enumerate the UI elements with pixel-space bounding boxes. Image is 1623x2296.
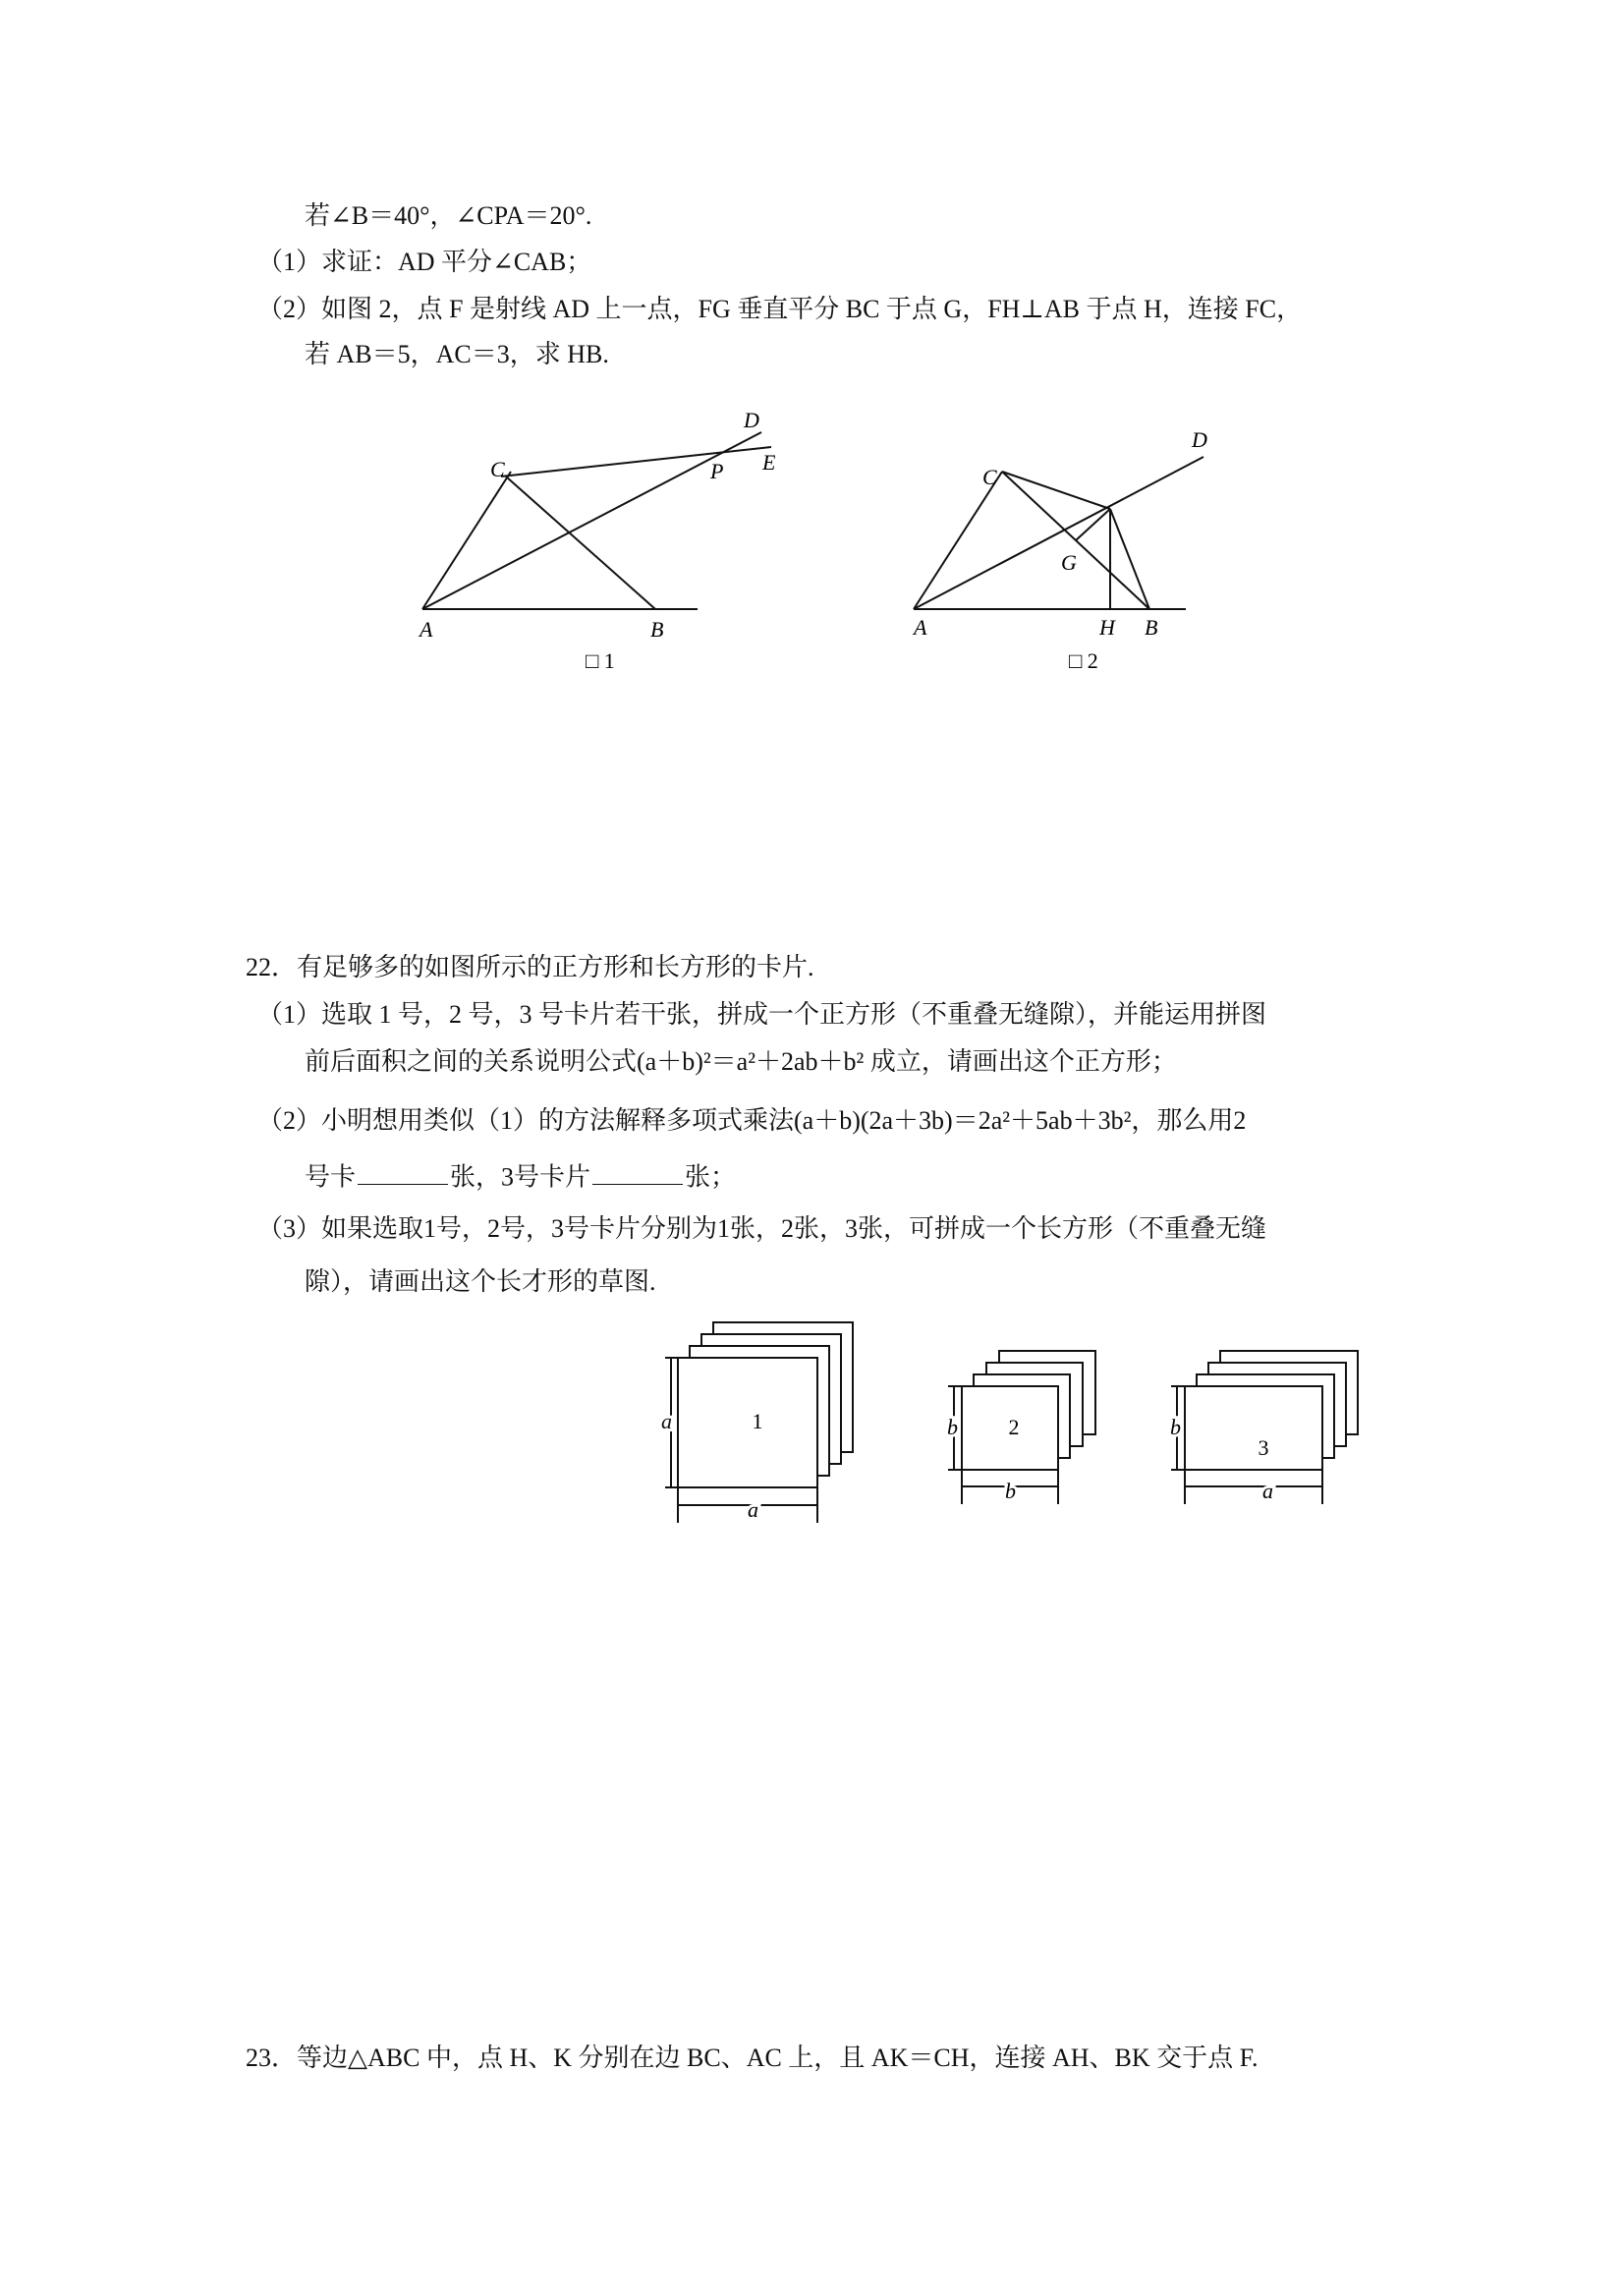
label-a: A xyxy=(914,615,927,640)
card-1-side-label: a xyxy=(661,1409,672,1433)
ray-ad xyxy=(914,457,1203,609)
card-3-bottom-label: a xyxy=(1262,1479,1273,1503)
label-a: A xyxy=(420,617,433,642)
answer-blank-card-2[interactable] xyxy=(358,1161,448,1185)
ray-ce xyxy=(501,447,771,476)
label-p: P xyxy=(710,459,724,483)
q21-part1: （1）求证：AD 平分∠CAB； xyxy=(257,248,592,276)
card-2-figure xyxy=(935,1341,1112,1528)
card-front xyxy=(678,1358,817,1487)
q22-title: 22．有足够多的如图所示的正方形和长方形的卡片. xyxy=(246,953,814,981)
answer-blank-card-3[interactable] xyxy=(592,1161,683,1185)
segment-fb xyxy=(1110,509,1149,609)
segment-ac xyxy=(422,472,511,609)
figure-1 xyxy=(403,398,796,683)
card-front xyxy=(1185,1386,1322,1470)
card-3-figure xyxy=(1164,1341,1361,1528)
q22-part1-line1: （1）选取 1 号，2 号，3 号卡片若干张，拼成一个正方形（不重叠无缝隙），并能运用拼图 xyxy=(257,1000,1267,1029)
q22-part2-line1: （2）小明想用类似（1）的方法解释多项式乘法(a＋b)(2a＋3b)＝2a²＋5ab＋3b²，那么用2 xyxy=(257,1106,1247,1135)
card-1-bottom-label: a xyxy=(748,1497,758,1522)
card-3-side-label: b xyxy=(1170,1415,1181,1439)
card-1-figure xyxy=(663,1316,879,1533)
q22-part3-line2: 隙），请画出这个长才形的草图. xyxy=(305,1267,656,1296)
q22-part2-text-a: 号卡 xyxy=(305,1162,357,1192)
figure-1-caption: □ 1 xyxy=(586,648,615,673)
q22-part2-line2 xyxy=(305,1161,736,1190)
label-b: B xyxy=(650,617,664,642)
figure-2 xyxy=(889,418,1243,683)
figure-2-caption: □ 2 xyxy=(1069,648,1098,673)
label-d: D xyxy=(744,408,759,432)
card-2-number: 2 xyxy=(1008,1415,1020,1439)
segment-ac xyxy=(914,472,1002,609)
q22-part2-text-c: 张； xyxy=(685,1162,737,1192)
q21-part2-line2: 若 AB＝5，AC＝3，求 HB. xyxy=(305,340,609,368)
q22-part3-line1: （3）如果选取1号，2号，3号卡片分别为1张，2张，3张，可拼成一个长方形（不重叠无缝 xyxy=(257,1214,1267,1243)
label-g: G xyxy=(1061,550,1077,575)
card-1-number: 1 xyxy=(752,1409,763,1433)
q22-part2-text-b: 张，3号卡片 xyxy=(450,1162,591,1192)
q21-condition: 若∠B＝40°，∠CPA＝20°. xyxy=(305,201,592,230)
label-c: C xyxy=(490,457,505,481)
card-3-number: 3 xyxy=(1258,1435,1269,1460)
label-d: D xyxy=(1192,427,1207,452)
q22-part1-line2: 前后面积之间的关系说明公式(a＋b)²＝a²＋2ab＋b² 成立，请画出这个正方形； xyxy=(305,1047,1177,1076)
q23-text: 23．等边△ABC 中，点 H、K 分别在边 BC、AC 上，且 AK＝CH，连接 AH、BK 交于点 F. xyxy=(246,2044,1259,2072)
segment-cf xyxy=(1002,472,1110,509)
label-h: H xyxy=(1099,615,1115,640)
segment-fg xyxy=(1076,509,1110,540)
label-e: E xyxy=(762,450,776,475)
card-2-bottom-label: b xyxy=(1005,1479,1016,1503)
label-c: C xyxy=(982,465,997,489)
q21-part2-line1: （2）如图 2，点 F 是射线 AD 上一点，FG 垂直平分 BC 于点 G，FH⊥AB 于点 H，连接 FC， xyxy=(257,295,1303,323)
card-2-side-label: b xyxy=(947,1415,958,1439)
segment-cb xyxy=(506,476,655,609)
label-b: B xyxy=(1145,615,1158,640)
